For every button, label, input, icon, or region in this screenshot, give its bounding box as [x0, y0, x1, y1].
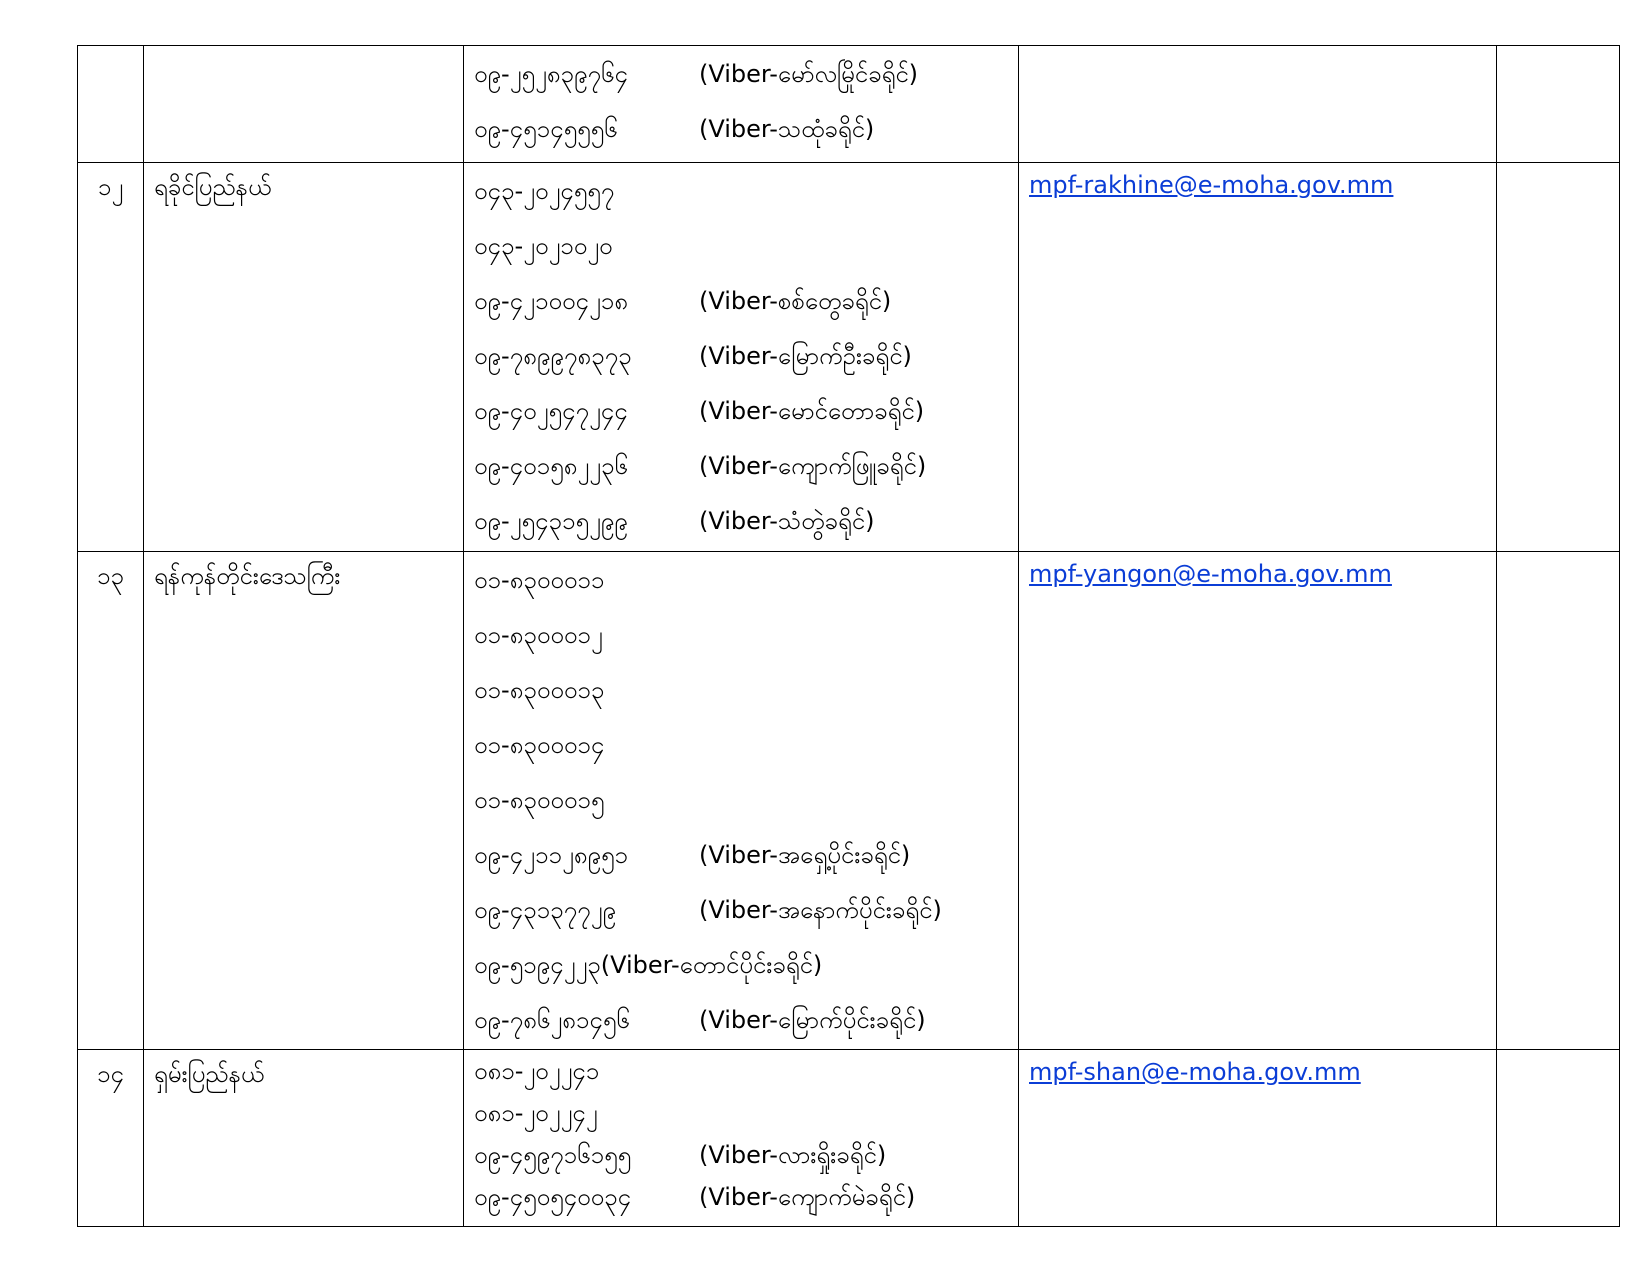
viber-label: (Viber-တောင်ပိုင်းခရိုင်)	[600, 950, 823, 979]
viber-label: (Viber-အနောက်ပိုင်းခရိုင်)	[699, 895, 942, 924]
phone-line	[474, 554, 1018, 609]
region-name: ရန်ကုန်တိုင်းဒေသကြီး	[144, 552, 464, 1050]
phone-number: ၀၁-၈၃၀၀၀၁၅	[474, 785, 605, 814]
phone-line	[474, 774, 1018, 829]
phone-line	[474, 275, 1018, 330]
extra-cell	[1497, 1050, 1620, 1227]
phone-number: ၀၉-၄၀၂၅၄၇၂၄၄	[474, 396, 628, 425]
row-number: ၁၄	[78, 1050, 144, 1227]
phone-line	[474, 1178, 1018, 1220]
phone-number: ၀၉-၇၈၆၂၈၁၄၅၆	[474, 1005, 630, 1034]
phone-line	[474, 220, 1018, 275]
region-name	[144, 46, 464, 163]
contacts-table	[77, 45, 1620, 1227]
phone-number: ၀၁-၈၃၀၀၀၁၁	[474, 565, 605, 594]
phone-line	[474, 609, 1018, 664]
viber-label: (Viber-သံတွဲခရိုင်)	[699, 506, 875, 535]
phone-number: ၀၉-၄၅၉၇၁၆၁၅၅	[474, 1141, 632, 1169]
table-row	[78, 163, 1620, 552]
extra-cell	[1497, 552, 1620, 1050]
table-body	[78, 46, 1620, 1227]
phone-line	[474, 994, 1018, 1049]
phone-line	[474, 103, 1018, 158]
phone-number: ၀၉-၂၅၄၃၁၅၂၉၉	[474, 506, 628, 535]
viber-label: (Viber-ကျောက်မဲခရိုင်)	[699, 1183, 916, 1211]
phone-line	[474, 939, 1018, 994]
phone-line	[474, 495, 1018, 550]
phone-number: ၀၈၁-၂၀၂၂၄၁	[474, 1057, 600, 1085]
email-cell	[1019, 46, 1497, 163]
phone-line	[474, 664, 1018, 719]
phone-number: ၀၉-၄၅၀၅၄၀၀၃၄	[474, 1183, 632, 1211]
phone-number: ၀၉-၅၁၉၄၂၂၃	[474, 950, 601, 979]
phone-number: ၀၉-၄၃၁၃၇၇၂၉	[474, 895, 616, 924]
phone-number: ၀၉-၂၅၂၈၃၉၇၆၄	[474, 59, 628, 88]
extra-cell	[1497, 163, 1620, 552]
viber-label: (Viber-ကျောက်ဖြူခရိုင်)	[699, 451, 927, 480]
email-cell	[1019, 552, 1497, 1050]
phone-line	[474, 1052, 1018, 1094]
table-row	[78, 46, 1620, 163]
phone-line	[474, 1094, 1018, 1136]
phone-line	[474, 330, 1018, 385]
phone-line	[474, 48, 1018, 103]
viber-label: (Viber-အရှေ့ပိုင်းခရိုင်)	[699, 840, 911, 869]
viber-label: (Viber-မော်လမြိုင်ခရိုင်)	[699, 59, 919, 88]
phone-list	[464, 46, 1019, 163]
phone-list	[464, 1050, 1019, 1227]
email-cell	[1019, 163, 1497, 552]
viber-label: (Viber-မောင်တောခရိုင်)	[699, 396, 925, 425]
phone-line	[474, 829, 1018, 884]
phone-number: ၀၁-၈၃၀၀၀၁၂	[474, 620, 603, 649]
viber-label: (Viber-မြောက်ဦးခရိုင်)	[699, 341, 912, 370]
row-number	[78, 46, 144, 163]
row-number: ၁၂	[78, 163, 144, 552]
table-row	[78, 552, 1620, 1050]
phone-list	[464, 163, 1019, 552]
phone-number: ၀၄၃-၂၀၂၄၅၅၇	[474, 176, 615, 205]
phone-line	[474, 440, 1018, 495]
phone-number: ၀၉-၄၂၁၀၀၄၂၁၈	[474, 286, 628, 315]
row-number: ၁၃	[78, 552, 144, 1050]
viber-label: (Viber-စစ်တွေခရိုင်)	[699, 286, 892, 315]
viber-label: (Viber-သထုံခရိုင်)	[699, 114, 875, 143]
phone-line	[474, 719, 1018, 774]
phone-number: ၀၈၁-၂၀၂၂၄၂	[474, 1099, 598, 1127]
region-name: ရှမ်းပြည်နယ်	[144, 1050, 464, 1227]
phone-number: ၀၉-၄၂၁၁၂၈၉၅၁	[474, 840, 628, 869]
phone-line	[474, 385, 1018, 440]
phone-line	[474, 1136, 1018, 1178]
phone-number: ၀၄၃-၂၀၂၁၀၂၀	[474, 231, 613, 260]
email-link[interactable]: mpf-yangon@e-moha.gov.mm	[1029, 560, 1392, 588]
phone-number: ၀၉-၇၈၉၉၇၈၃၇၃	[474, 341, 632, 370]
viber-label: (Viber-လားရှိုးခရိုင်)	[699, 1141, 887, 1169]
phone-number: ၀၉-၄၀၁၅၈၂၂၃၆	[474, 451, 628, 480]
phone-number: ၀၉-၄၅၁၄၅၅၅၆	[474, 114, 618, 143]
email-link[interactable]: mpf-shan@e-moha.gov.mm	[1029, 1058, 1361, 1086]
email-cell	[1019, 1050, 1497, 1227]
phone-list	[464, 552, 1019, 1050]
viber-label: (Viber-မြောက်ပိုင်းခရိုင်)	[699, 1005, 926, 1034]
region-name: ရခိုင်ပြည်နယ်	[144, 163, 464, 552]
phone-line	[474, 165, 1018, 220]
extra-cell	[1497, 46, 1620, 163]
phone-line	[474, 884, 1018, 939]
phone-number: ၀၁-၈၃၀၀၀၁၃	[474, 675, 605, 704]
phone-number: ၀၁-၈၃၀၀၀၁၄	[474, 730, 605, 759]
email-link[interactable]: mpf-rakhine@e-moha.gov.mm	[1029, 171, 1394, 199]
table-row	[78, 1050, 1620, 1227]
